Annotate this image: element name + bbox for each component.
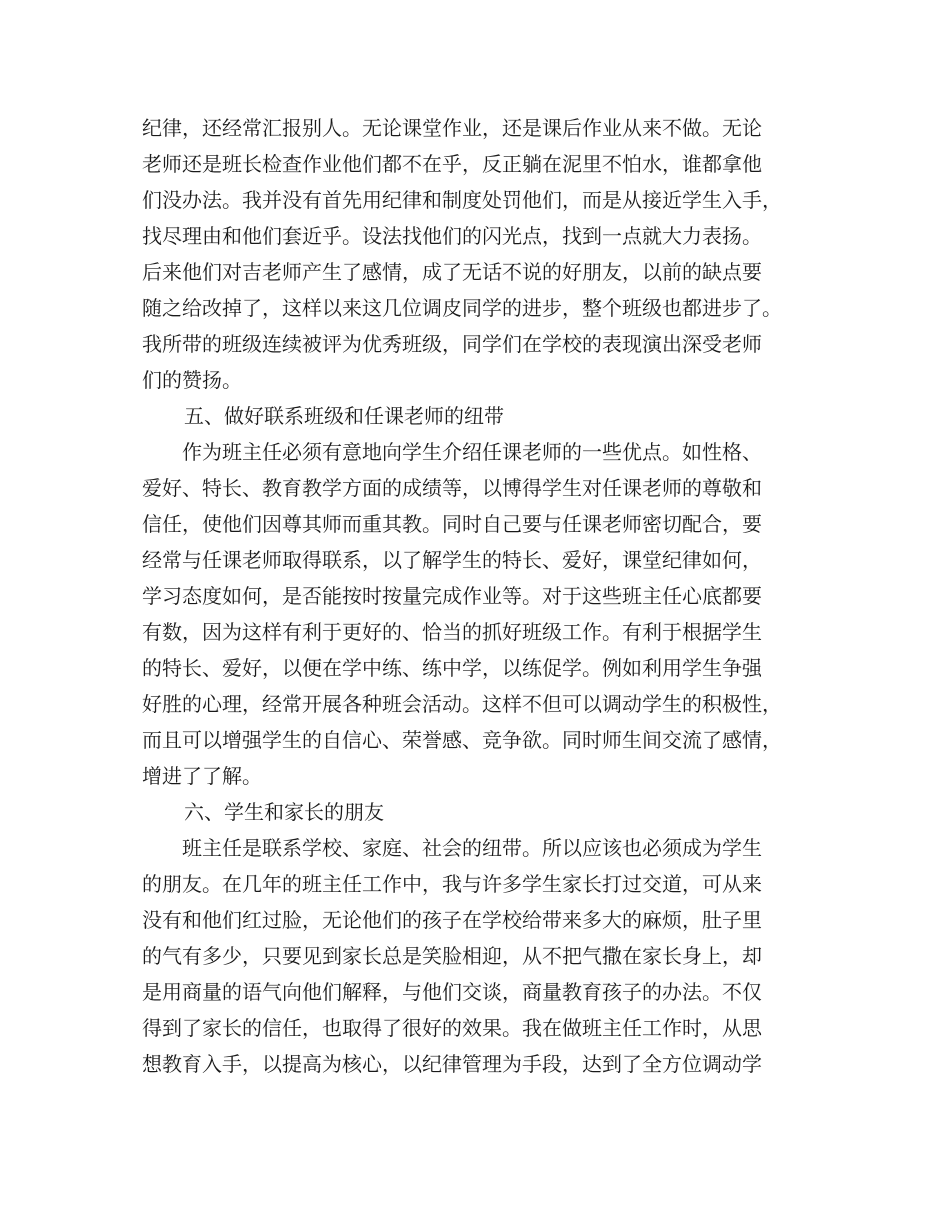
text-line: 的气有多少，只要见到家长总是笑脸相迎，从不把气撒在家长身上，却 xyxy=(142,944,762,968)
text-line: 后来他们对吉老师产生了感情，成了无话不说的好朋友，以前的缺点要 xyxy=(142,260,762,284)
text-line: 信任，使他们因尊其师而重其教。同时自己要与任课老师密切配合，要 xyxy=(142,512,762,536)
text-line: 爱好、特长、教育教学方面的成绩等，以博得学生对任课老师的尊敬和 xyxy=(142,476,762,500)
text-line: 找尽理由和他们套近乎。设法找他们的闪光点，找到一点就大力表扬。 xyxy=(142,224,762,248)
text-line: 班主任是联系学校、家庭、社会的纽带。所以应该也必须成为学生 xyxy=(142,836,762,860)
text-line: 增进了了解。 xyxy=(142,764,262,788)
text-line: 有数，因为这样有利于更好的、恰当的抓好班级工作。有利于根据学生 xyxy=(142,620,762,644)
section-heading-6: 六、学生和家长的朋友 xyxy=(184,800,384,824)
section-heading-5: 五、做好联系班级和任课老师的纽带 xyxy=(184,404,504,428)
text-line: 我所带的班级连续被评为优秀班级，同学们在学校的表现演出深受老师 xyxy=(142,332,762,356)
text-line: 纪律，还经常汇报别人。无论课堂作业，还是课后作业从来不做。无论 xyxy=(142,116,762,140)
text-line: 好胜的心理，经常开展各种班会活动。这样不但可以调动学生的积极性， xyxy=(142,692,782,716)
text-line: 老师还是班长检查作业他们都不在乎，反正躺在泥里不怕水，谁都拿他 xyxy=(142,152,762,176)
text-line: 没有和他们红过脸，无论他们的孩子在学校给带来多大的麻烦，肚子里 xyxy=(142,908,762,932)
text-line: 经常与任课老师取得联系，以了解学生的特长、爱好，课堂纪律如何， xyxy=(142,548,762,572)
text-line: 想教育入手，以提高为核心，以纪律管理为手段，达到了全方位调动学 xyxy=(142,1052,762,1076)
text-line: 随之给改掉了，这样以来这几位调皮同学的进步，整个班级也都进步了。 xyxy=(142,296,782,320)
text-line: 作为班主任必须有意地向学生介绍任课老师的一些优点。如性格、 xyxy=(142,440,762,464)
text-line: 们没办法。我并没有首先用纪律和制度处罚他们，而是从接近学生入手， xyxy=(142,188,782,212)
text-line: 学习态度如何，是否能按时按量完成作业等。对于这些班主任心底都要 xyxy=(142,584,762,608)
body-text xyxy=(142,110,822,1082)
text-line: 们的赞扬。 xyxy=(142,368,242,392)
text-line: 的特长、爱好，以便在学中练、练中学，以练促学。例如利用学生争强 xyxy=(142,656,762,680)
text-line: 而且可以增强学生的自信心、荣誉感、竞争欲。同时师生间交流了感情， xyxy=(142,728,782,752)
text-line: 是用商量的语气向他们解释，与他们交谈，商量教育孩子的办法。不仅 xyxy=(142,980,762,1004)
text-line: 得到了家长的信任，也取得了很好的效果。我在做班主任工作时，从思 xyxy=(142,1016,762,1040)
text-line: 的朋友。在几年的班主任工作中，我与许多学生家长打过交道，可从来 xyxy=(142,872,762,896)
